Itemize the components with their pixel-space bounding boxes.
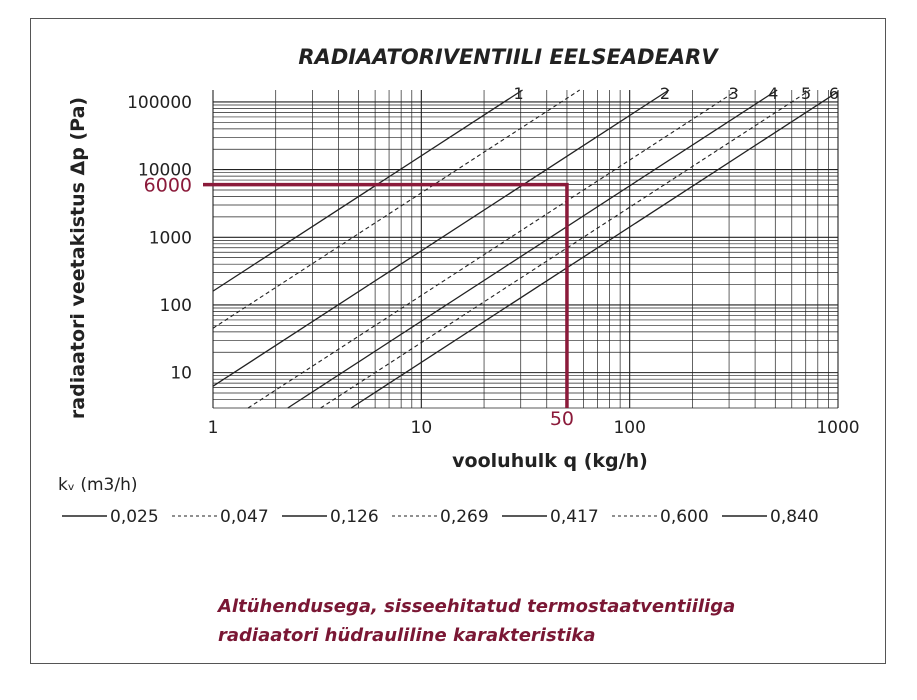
curve-kv-0,047 — [213, 90, 580, 328]
curve-label-4: 4 — [768, 84, 779, 103]
legend — [62, 507, 819, 527]
x-tick-label: 1 — [207, 418, 219, 438]
y-tick-label: 1000 — [148, 228, 192, 249]
y-tick-label: 100 — [159, 295, 192, 316]
x-tick-label: 10 — [410, 418, 433, 438]
legend-item: 0,269 — [440, 507, 489, 527]
curve-kv-0,025 — [213, 90, 523, 291]
legend-title: kᵥ (m3/h) — [58, 475, 138, 495]
x-axis-label: vooluhulk q (kg/h) — [452, 450, 648, 472]
y-tick-label: 10 — [170, 363, 192, 384]
legend-item: 0,840 — [770, 507, 819, 527]
curve-kv-0,417 — [288, 90, 777, 408]
curve-labels — [513, 84, 839, 103]
curve-label-2: 2 — [659, 84, 671, 103]
highlight-path — [203, 185, 567, 408]
legend-item: 0,600 — [660, 507, 709, 527]
legend-item: 0,025 — [110, 507, 159, 527]
caption-line-1: Altühendusega, sisseehitatud termostaatventiiliga — [218, 596, 736, 617]
curve-kv-0,840 — [351, 92, 838, 408]
legend-item: 0,417 — [550, 507, 599, 527]
curves — [213, 90, 838, 408]
chart-title: RADIAATORIVENTIILI EELSEADEARV — [298, 45, 718, 69]
grid — [213, 90, 838, 408]
curve-label-3: 3 — [728, 84, 739, 103]
curve-kv-0,126 — [213, 90, 669, 386]
tick-labels — [127, 93, 860, 438]
curve-label-5: 5 — [801, 84, 812, 103]
y-tick-label: 10000 — [137, 160, 192, 181]
legend-item: 0,126 — [330, 507, 379, 527]
curve-label-1: 1 — [513, 84, 524, 103]
legend-item: 0,047 — [220, 507, 269, 527]
highlight-flow-label: 50 — [549, 408, 575, 430]
caption-line-2: radiaatori hüdrauliline karakteristika — [218, 625, 596, 646]
curve-label-6: 6 — [828, 84, 840, 103]
x-tick-label: 100 — [613, 418, 646, 438]
x-tick-label: 1000 — [816, 418, 860, 438]
curve-kv-0,269 — [248, 90, 737, 408]
y-axis-label: radiaatori veetakistus Δp (Pa) — [67, 96, 89, 420]
y-tick-label: 100000 — [127, 92, 192, 113]
highlight-pressure-label: 6000 — [143, 174, 192, 197]
